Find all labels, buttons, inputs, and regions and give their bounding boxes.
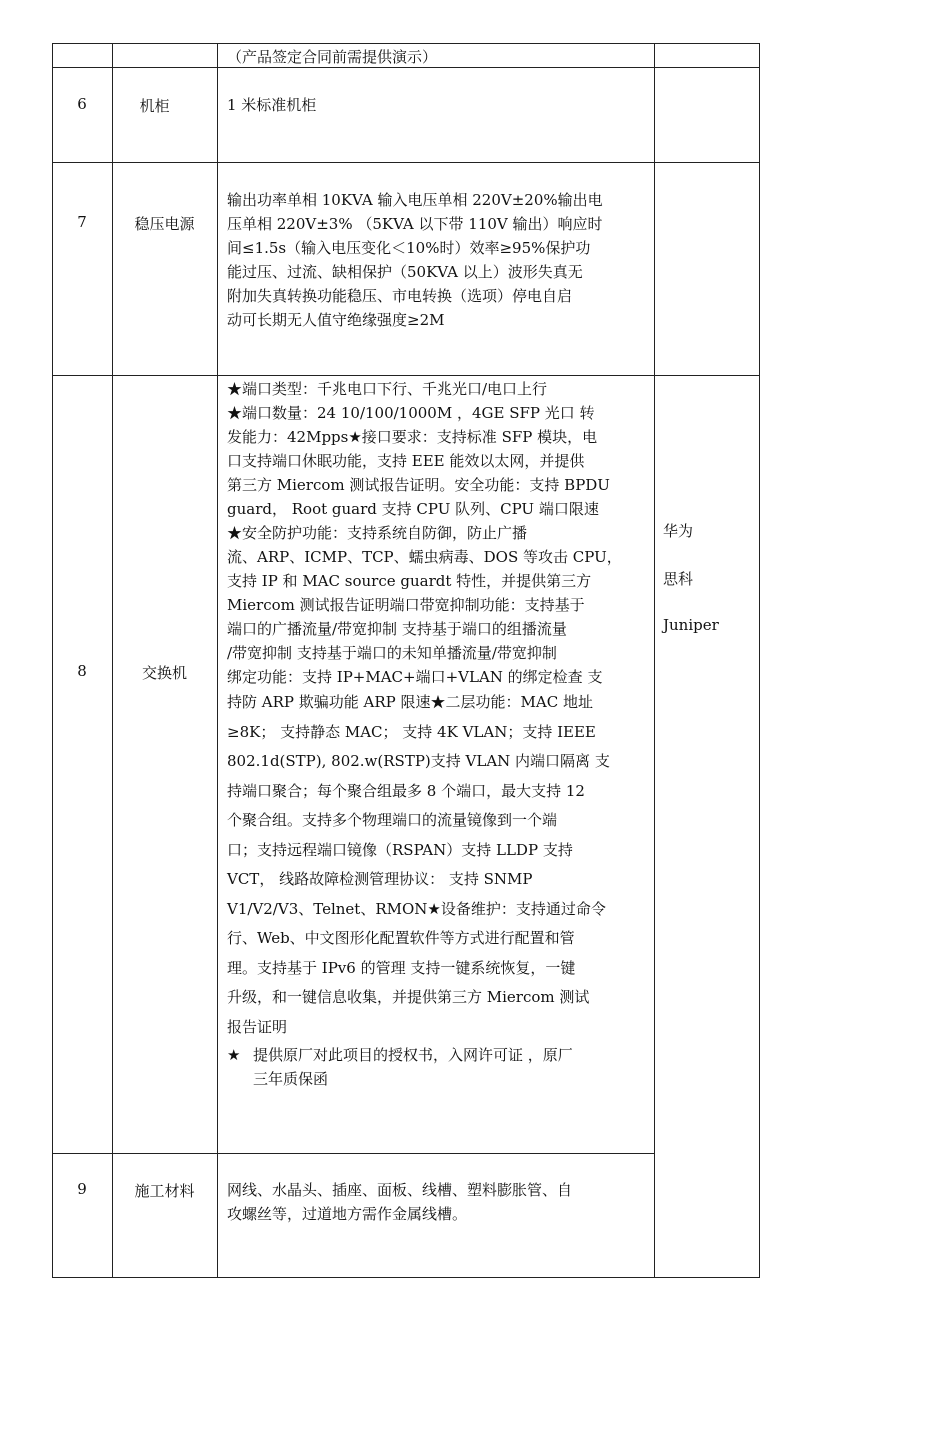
spec-line: 攻螺丝等，过道地方需作金属线槽。 <box>227 1205 468 1223</box>
spec-line: 持端口聚合；每个聚合组最多 8 个端口，最大支持 12 <box>227 781 585 800</box>
spec-line: 理。支持基于 IPv6 的管理 支持一键系统恢复，一键 <box>227 958 576 977</box>
spec-line: 动可长期无人值守绝缘强度≥2M <box>227 311 445 329</box>
star-icon: ★ <box>227 1046 241 1064</box>
spec-line: 发能力：42Mpps★接口要求：支持标准 SFP 模块，电 <box>227 428 598 446</box>
spec-line: 升级，和一键信息收集，并提供第三方 Miercom 测试 <box>227 988 590 1006</box>
spec-line: 流、ARP、ICMP、TCP、蠕虫病毒、DOS 等攻击 CPU， <box>227 548 622 566</box>
item-name: 施工材料 <box>134 1182 195 1200</box>
spec-line: 行、Web、中文图形化配置软件等方式进行配置和管 <box>227 929 575 947</box>
column-divider <box>654 43 655 1278</box>
spec-line: 持防 ARP 欺骗功能 ARP 限速★二层功能：MAC 地址 <box>227 693 593 711</box>
spec-line: V1/V2/V3、Telnet、RMON★设备维护：支持通过命令 <box>227 899 606 918</box>
spec-line: 间≤1.5s（输入电压变化＜10%时）效率≥95%保护功 <box>227 239 591 257</box>
spec-line: 口支持端口休眠功能，支持 EEE 能效以太网，并提供 <box>227 452 585 470</box>
spec-line: 压单相 220V±3% （5KVA 以下带 110V 输出）响应时 <box>227 215 603 233</box>
column-divider <box>217 43 218 1278</box>
spec-line: 报告证明 <box>227 1017 288 1036</box>
spec-line: 个聚合组。支持多个物理端口的流量镜像到一个端 <box>227 811 558 829</box>
spec-line: guard， Root guard 支持 CPU 队列、CPU 端口限速 <box>227 500 599 518</box>
spec-line: 端口的广播流量/带宽抑制 支持基于端口的组播流量 <box>227 620 567 638</box>
row-divider <box>52 1153 654 1154</box>
spec-line: ★安全防护功能：支持系统自防御，防止广播 <box>227 524 528 542</box>
spec-line: ≥8K； 支持静态 MAC； 支持 4K VLAN；支持 IEEE <box>227 722 596 741</box>
spec-line: 第三方 Miercom 测试报告证明。安全功能：支持 BPDU <box>227 476 610 494</box>
spec-line: 能过压、过流、缺相保护（50KVA 以上）波形失真无 <box>227 263 583 281</box>
brand-name: Juniper <box>663 616 719 634</box>
row-number: 6 <box>77 95 87 113</box>
item-name: 机柜 <box>139 97 170 115</box>
spec-line: /带宽抑制 支持基于端口的未知单播流量/带宽抑制 <box>227 644 557 662</box>
spec-line: 支持 IP 和 MAC source guardt 特性，并提供第三方 <box>227 572 592 590</box>
star-list-item <box>227 1043 649 1091</box>
item-name: 稳压电源 <box>134 215 195 233</box>
spec-cell <box>227 188 649 332</box>
spec-line: 802.1d(STP), 802.w(RSTP)支持 VLAN 内端口隔离 支 <box>227 752 610 770</box>
spec-cell <box>227 45 649 69</box>
spec-line: 三年质保函 <box>253 1070 329 1088</box>
spec-line: Miercom 测试报告证明端口带宽抑制功能：支持基于 <box>227 596 585 614</box>
spec-line: 提供原厂对此项目的授权书，入网许可证 ，原厂 <box>253 1046 573 1064</box>
row-number: 9 <box>77 1180 87 1198</box>
spec-line: 网线、水晶头、插座、面板、线槽、塑料膨胀管、自 <box>227 1181 573 1199</box>
spec-cell-part-b <box>227 688 649 1042</box>
spec-line: 1 米标准机柜 <box>227 96 317 114</box>
row-number: 7 <box>77 213 87 231</box>
brand-name: 思科 <box>663 570 694 588</box>
spec-line: VCT， 线路故障检测管理协议： 支持 SNMP <box>227 870 533 888</box>
spec-line: 输出功率单相 10KVA 输入电压单相 220V±20%输出电 <box>227 191 603 209</box>
row-number: 8 <box>77 662 87 680</box>
spec-line: ★端口类型：千兆电口下行、千兆光口/电口上行 <box>227 380 548 398</box>
spec-cell <box>227 93 649 117</box>
spec-cell <box>227 1178 649 1226</box>
spec-line: 绑定功能：支持 IP+MAC+端口+VLAN 的绑定检查 支 <box>227 668 603 686</box>
spec-line: 口；支持远程端口镜像（RSPAN）支持 LLDP 支持 <box>227 840 573 859</box>
spec-line: （产品签定合同前需提供演示） <box>227 48 438 66</box>
table-border-right <box>759 43 760 1278</box>
star-note <box>227 1043 649 1091</box>
brand-name: 华为 <box>663 522 694 540</box>
spec-line: ★端口数量：24 10/100/1000M ，4GE SFP 光口 转 <box>227 404 595 422</box>
item-name: 交换机 <box>141 664 187 682</box>
spec-cell-part-a <box>227 377 649 689</box>
spec-line: 附加失真转换功能稳压、市电转换（选项）停电自启 <box>227 287 573 305</box>
